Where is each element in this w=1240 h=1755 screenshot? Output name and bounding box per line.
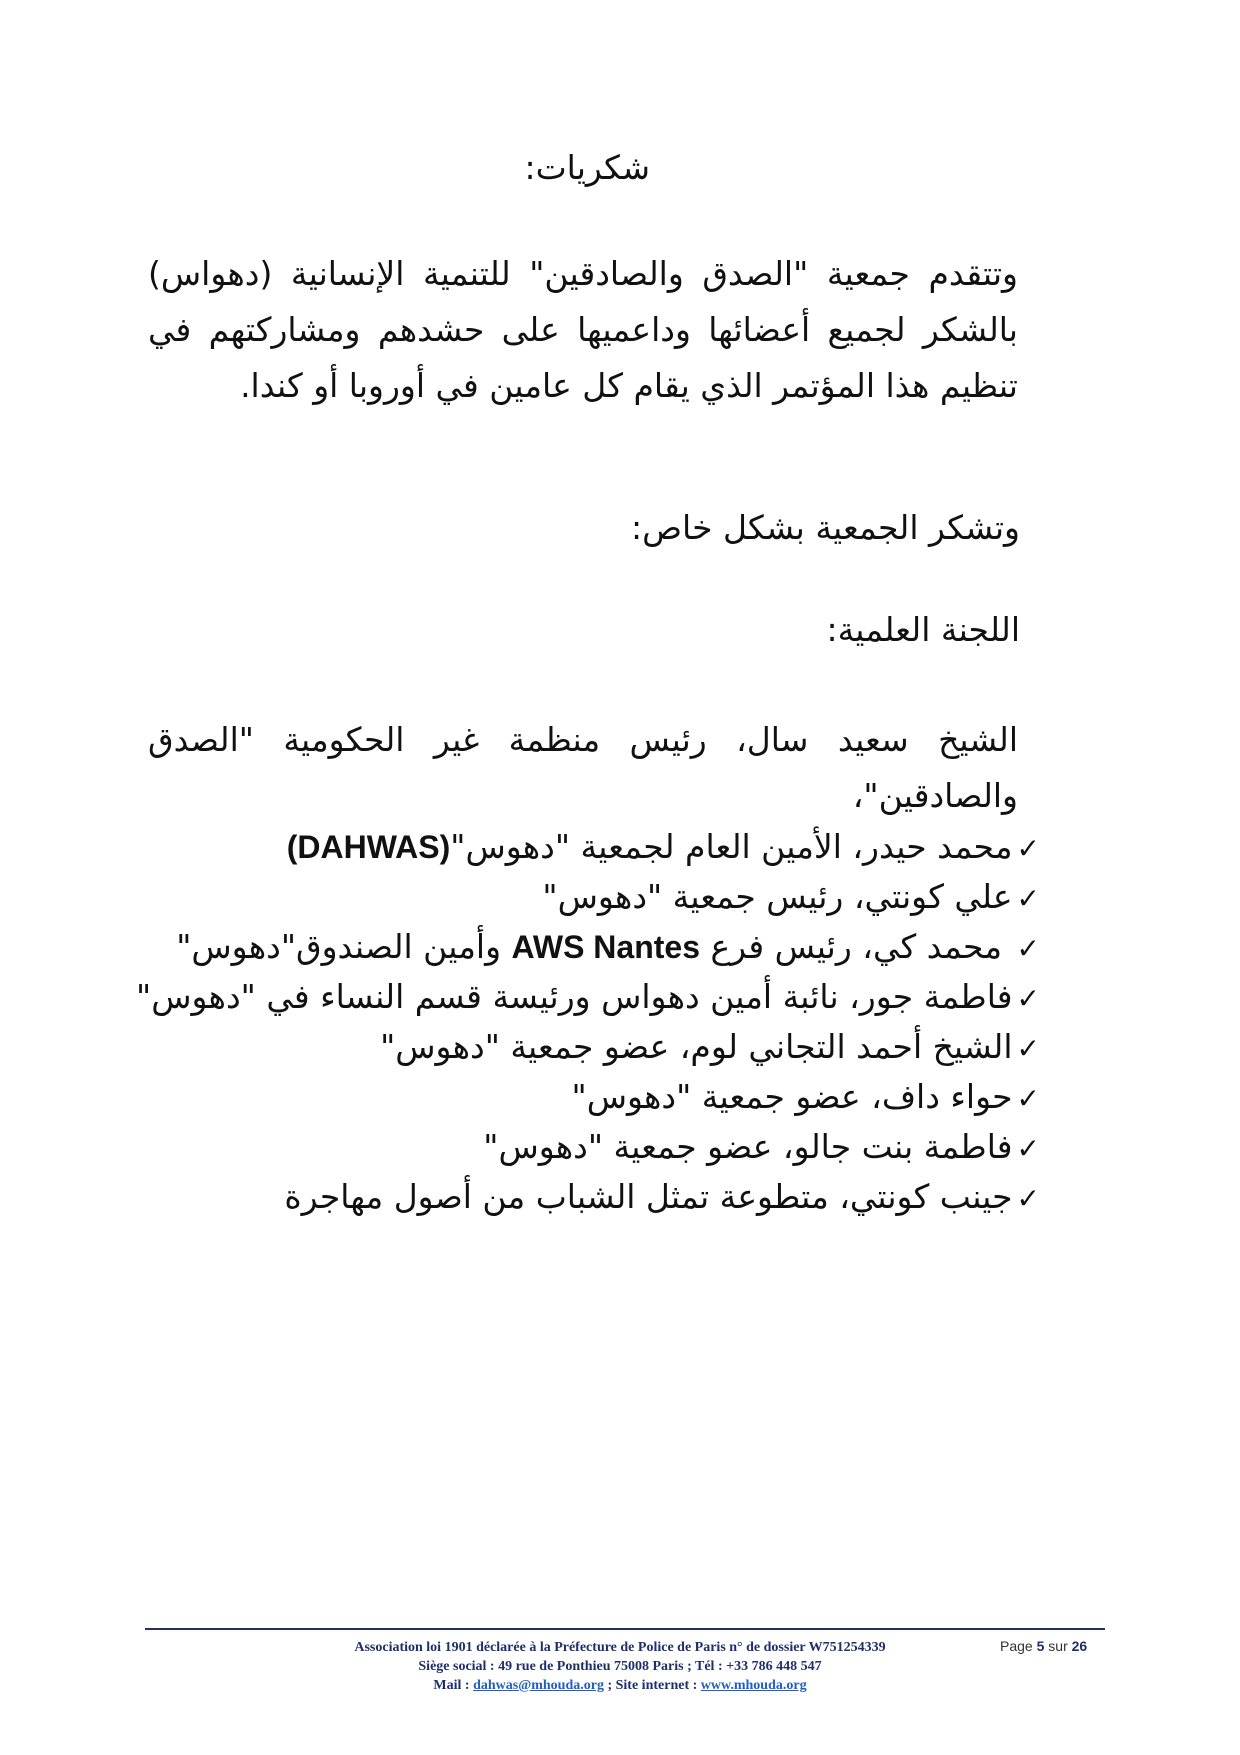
- list-item-text: محمد كي، رئيس فرع: [700, 927, 1013, 966]
- list-item-text: الشيخ أحمد التجاني لوم، عضو جمعية "دهوس": [380, 1027, 1013, 1066]
- checkmark-icon: ✓: [1016, 982, 1040, 1015]
- checkmark-icon: ✓: [1016, 1182, 1040, 1215]
- checkmark-icon: ✓: [1016, 1032, 1040, 1065]
- footer-divider: [145, 1628, 1105, 1630]
- list-item-latin: (DAHWAS): [286, 829, 451, 865]
- list-item-text: علي كونتي، رئيس جمعية "دهوس": [542, 877, 1013, 916]
- committee-list: [136, 822, 1040, 1222]
- footer-contact: [250, 1676, 990, 1695]
- list-item: [136, 872, 1040, 922]
- page-number: [1000, 1638, 1087, 1654]
- list-item-text: جينب كونتي، متطوعة تمثل الشباب من أصول مهاجرة: [284, 1177, 1013, 1216]
- checkmark-icon: ✓: [1016, 932, 1040, 965]
- checkmark-icon: ✓: [1016, 1082, 1040, 1115]
- list-item: [136, 922, 1040, 972]
- list-item-text: فاطمة جور، نائبة أمين دهواس ورئيسة قسم النساء في "دهوس": [136, 977, 1013, 1016]
- checkmark-icon: ✓: [1016, 832, 1040, 865]
- list-item: [136, 1122, 1040, 1172]
- page-total: 26: [1071, 1638, 1088, 1654]
- footer: [250, 1638, 990, 1695]
- site-label: ; Site internet :: [603, 1678, 701, 1693]
- footer-registration: Association loi 1901 déclarée à la Préfecture de Police de Paris n° de dossier W751254339: [354, 1640, 886, 1655]
- email-link[interactable]: dahwas@mhouda.org: [473, 1678, 604, 1693]
- list-item: [136, 822, 1040, 872]
- list-item-text-after: وأمين الصندوق"دهوس": [176, 927, 512, 966]
- list-item: [136, 972, 1040, 1022]
- list-item-latin: AWS Nantes: [511, 929, 700, 965]
- special-thanks-heading: وتشكر الجمعية بشكل خاص:: [631, 508, 1020, 547]
- committee-head-paragraph: الشيخ سعيد سال، رئيس منظمة غير الحكومية "الصدق والصادقين"،: [148, 720, 1018, 815]
- list-item: [136, 1172, 1040, 1222]
- list-item-text: فاطمة بنت جالو، عضو جمعية "دهوس": [483, 1127, 1013, 1166]
- list-item: [136, 1022, 1040, 1072]
- page-current: 5: [1036, 1638, 1045, 1654]
- page-title: شكريات:: [524, 148, 650, 187]
- checkmark-icon: ✓: [1016, 1132, 1040, 1165]
- list-item: [136, 1072, 1040, 1122]
- checkmark-icon: ✓: [1016, 882, 1040, 915]
- page-prefix: Page: [1000, 1638, 1037, 1654]
- list-item-text: محمد حيدر، الأمين العام لجمعية "دهوس": [450, 827, 1013, 866]
- intro-paragraph: وتتقدم جمعية "الصدق والصادقين" للتنمية الإنسانية (دهواس) بالشكر لجميع أعضائها وداعميها على حشدهم ومشاركتهم في تنظيم هذا المؤتمر الذي يقام كل عامين في أوروبا أو كندا.: [148, 254, 1018, 405]
- footer-address: Siège social : 49 rue de Ponthieu 75008 Paris ; Tél : +33 786 448 547: [418, 1659, 822, 1674]
- page-mid: sur: [1044, 1638, 1072, 1654]
- committee-heading: اللجنة العلمية:: [826, 610, 1020, 649]
- mail-label: Mail :: [433, 1678, 474, 1693]
- list-item-text: حواء داف، عضو جمعية "دهوس": [571, 1077, 1013, 1116]
- website-link[interactable]: www.mhouda.org: [700, 1678, 807, 1693]
